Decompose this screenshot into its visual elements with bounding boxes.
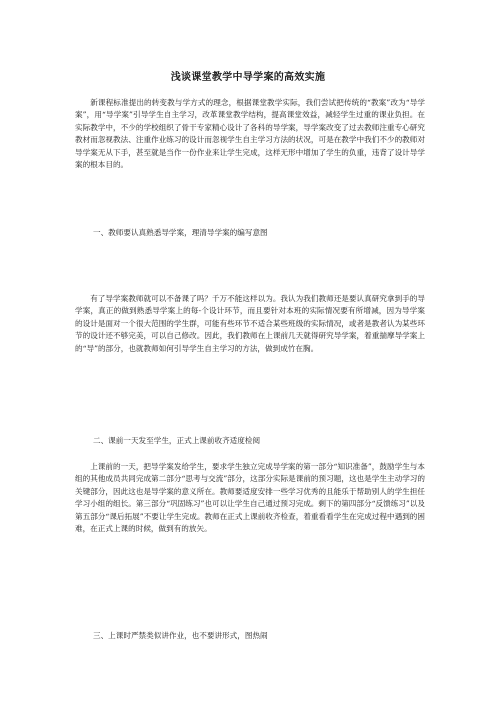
intro-paragraph: 新课程标准提出的转变教与学方式的理念，根据课堂教学实际，我们尝试把传统的“教案”改为“导学案”，用“导学案”引导学生自主学习，改革课堂教学结构，提高课堂效益，减轻学生过重的课业负担。在实际教学中，不少的学校组织了骨干专家精心设计了各科的导学案，导学案改变了过去教师注重专心研究教材而忽视教法、注重作业练习的设计而忽视学生自主学习方法的状况，可是在教学中我们不少的教师对导学案无从下手，甚至就是当作一份作业来让学生完成，这样无形中增加了学生的负重，违背了设计导学案的根本目的。: [75, 98, 425, 170]
section-2-body: 上课前的一天，把导学案发给学生，要求学生独立完成导学案的第一部分“知识准备”，鼓励学生与本组的其他成员共同完成第二部分“思考与交流”部分，这部分实际是课前的预习题，这也是学生主动学习的关键部分，因此这也是导学案的意义所在。教师要适度安排一些学习优秀的且能乐于帮助别人的学生担任学习小组的组长。第三部分“巩固练习”也可以让学生自己通过预习完成。剩下的第四部分“反馈练习”以及第五部分“课后拓展”不要让学生完成。教师在正式上课前收齐检查，着重看看学生在完成过程中遇到的困难，在正式上课的时候，做到有的放矢。: [75, 462, 425, 534]
section-2-heading: 二、课前一天发至学生，正式上课前收齐适度检阅: [93, 436, 261, 445]
section-3-heading: 三、上课时严禁类似讲作业，也不要讲形式，图热闹: [93, 631, 268, 640]
document-title: 浅谈课堂教学中导学案的高效实施: [170, 72, 326, 83]
section-1-body: 有了导学案教师就可以不备课了吗？千万不能这样以为。我认为我们教师还是要认真研究拿到手的导学案，真正的做到熟悉导学案上的每-个设计环节，而且要针对本班的实际情况要有所增减，因为导学案的设计是面对一个很大范围的学生群，可能有些环节不适合某些班级的实际情况，或者是教者认为某些环节的设计还不够完美，可以自己修改。因此，我们教师在上课前几天就得研究导学案，着重揣摩导学案上的“导”的部分，也就教师如何引导学生自主学习的方法，做到成竹在胸。: [75, 294, 425, 353]
section-1-heading: 一、教师要认真熟悉导学案，理清导学案的编写意图: [93, 228, 268, 237]
